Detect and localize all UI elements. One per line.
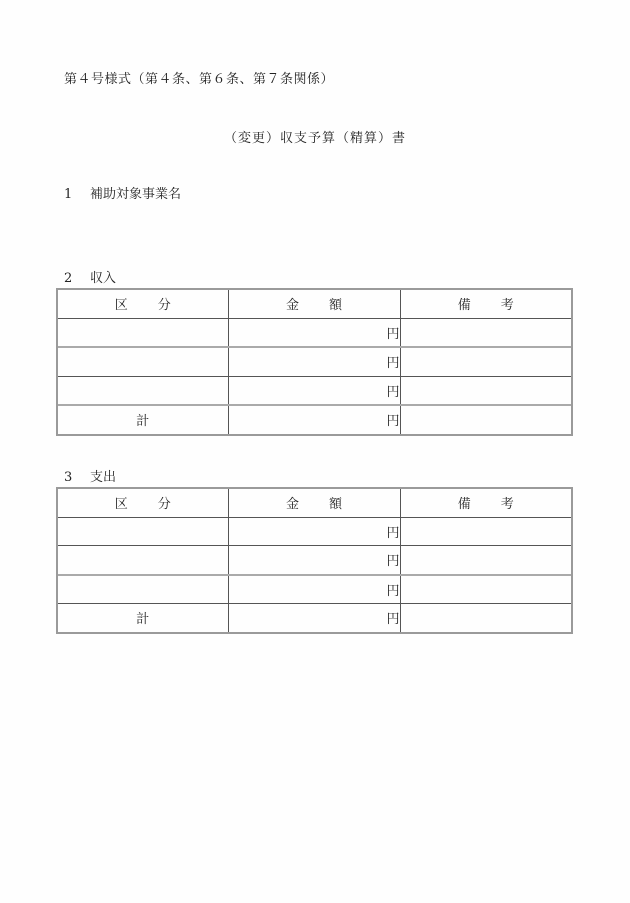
yen-unit: 円 <box>386 356 400 372</box>
table-header-row <box>57 488 572 517</box>
category-cell[interactable] <box>57 376 228 405</box>
table-row <box>57 575 572 604</box>
header-category: 区 分 <box>57 488 228 517</box>
category-cell[interactable] <box>57 546 228 575</box>
document-title: （変更）収支予算（精算）書 <box>223 131 406 146</box>
yen-unit: 円 <box>386 384 400 400</box>
yen-unit: 円 <box>386 583 400 599</box>
remarks-cell[interactable] <box>400 604 572 633</box>
income-table <box>56 288 573 436</box>
yen-unit: 円 <box>386 525 400 541</box>
table-row <box>57 347 572 376</box>
amount-cell[interactable] <box>228 347 400 376</box>
expenditure-table <box>56 487 573 634</box>
category-cell[interactable] <box>57 517 228 546</box>
table-row <box>57 376 572 405</box>
total-amount-cell[interactable] <box>228 604 400 633</box>
remarks-cell[interactable] <box>400 376 572 405</box>
header-category: 区 分 <box>57 289 228 318</box>
table-row <box>57 517 572 546</box>
yen-unit: 円 <box>386 326 400 342</box>
table-row <box>57 318 572 347</box>
yen-unit: 円 <box>386 612 400 628</box>
section-heading: 支出 <box>90 470 117 485</box>
amount-cell[interactable] <box>228 575 400 604</box>
category-cell[interactable] <box>57 347 228 376</box>
yen-unit: 円 <box>386 414 400 430</box>
section-income <box>64 267 116 286</box>
category-cell[interactable] <box>57 575 228 604</box>
table-row <box>57 546 572 575</box>
amount-cell[interactable] <box>228 546 400 575</box>
amount-cell[interactable] <box>228 376 400 405</box>
total-label-cell: 計 <box>57 604 228 633</box>
remarks-cell[interactable] <box>400 347 572 376</box>
total-amount-cell[interactable] <box>228 405 400 435</box>
amount-cell[interactable] <box>228 318 400 347</box>
section-project-name <box>64 183 181 202</box>
header-remarks: 備 考 <box>400 488 572 517</box>
total-row <box>57 405 572 435</box>
section-number: 3 <box>64 470 73 485</box>
remarks-cell[interactable] <box>400 575 572 604</box>
header-remarks: 備 考 <box>400 289 572 318</box>
section-heading: 収入 <box>90 271 117 286</box>
header-amount: 金 額 <box>228 488 400 517</box>
section-expenditure <box>64 466 116 485</box>
form-number-label: 第４号様式（第４条、第６条、第７条関係） <box>64 72 335 87</box>
header-amount: 金 額 <box>228 289 400 318</box>
section-number: 1 <box>64 187 73 202</box>
yen-unit: 円 <box>386 554 400 570</box>
category-cell[interactable] <box>57 318 228 347</box>
section-heading: 補助対象事業名 <box>90 187 182 202</box>
total-label-cell: 計 <box>57 405 228 435</box>
amount-cell[interactable] <box>228 517 400 546</box>
remarks-cell[interactable] <box>400 517 572 546</box>
table-header-row <box>57 289 572 318</box>
remarks-cell[interactable] <box>400 405 572 435</box>
remarks-cell[interactable] <box>400 318 572 347</box>
section-number: 2 <box>64 271 73 286</box>
remarks-cell[interactable] <box>400 546 572 575</box>
total-row <box>57 604 572 633</box>
